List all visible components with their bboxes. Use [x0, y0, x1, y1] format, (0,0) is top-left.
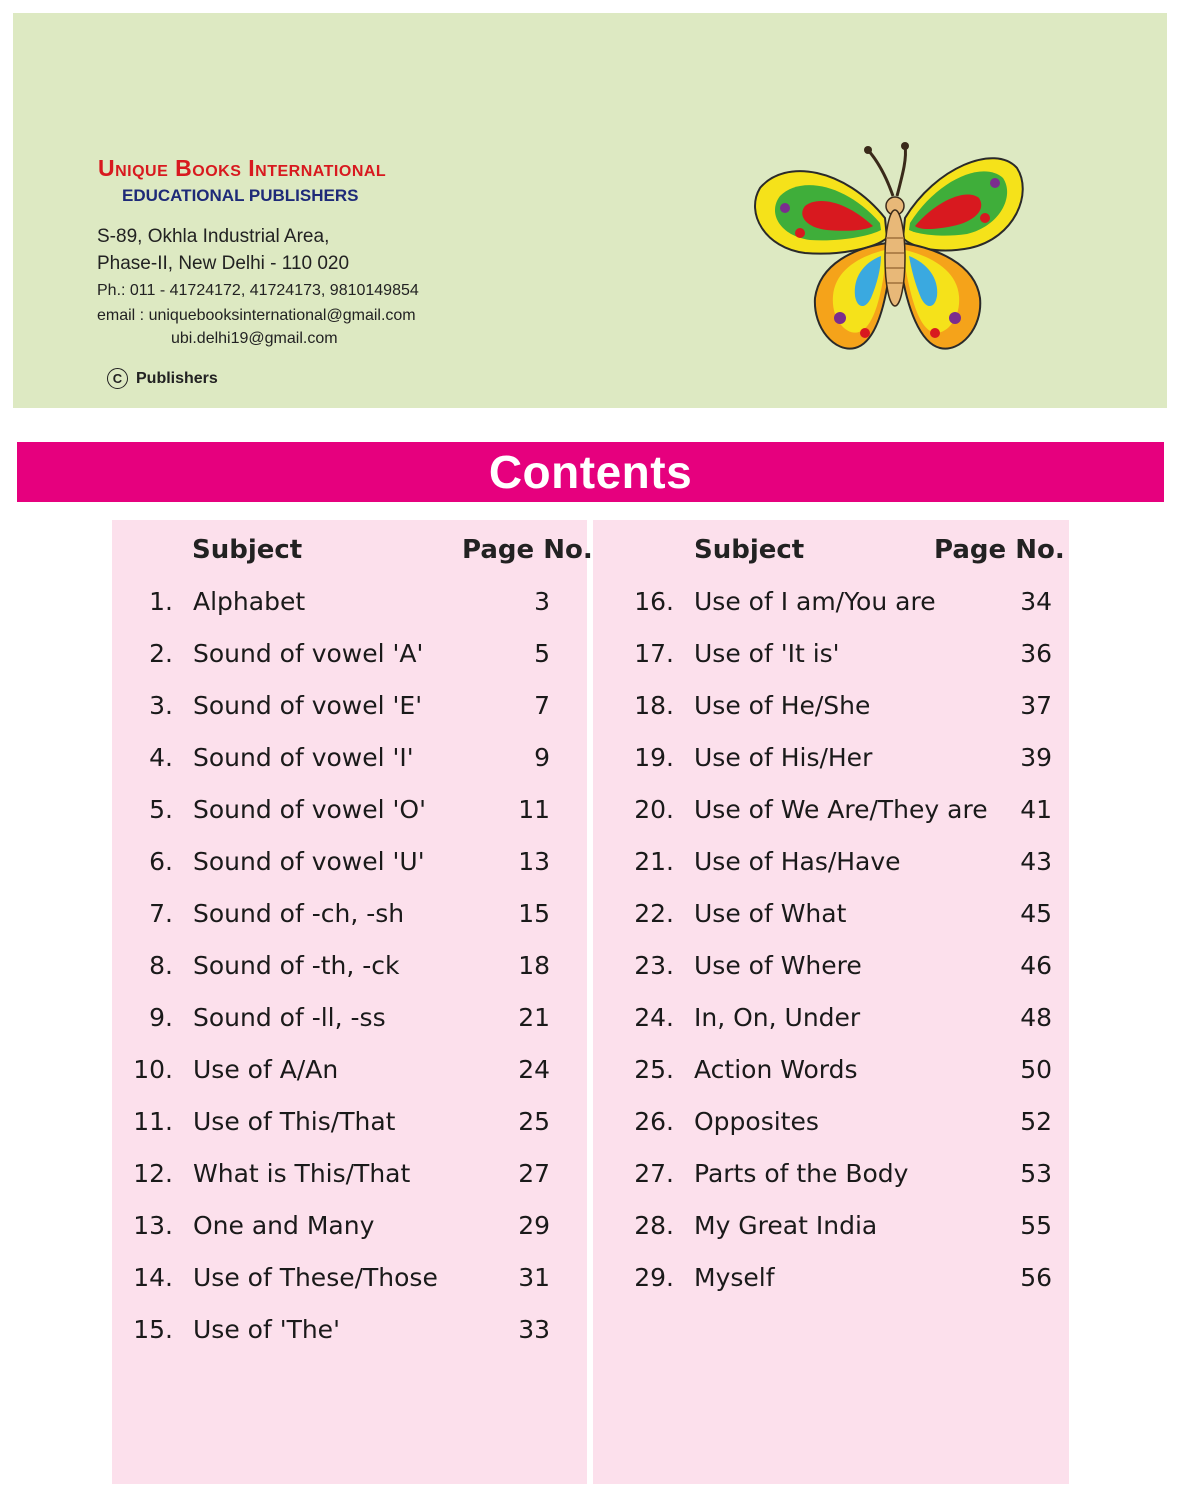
entry-page: 9	[534, 742, 550, 772]
page-header-left: Page No.	[462, 535, 593, 565]
entry-subject: Use of These/Those	[193, 1262, 438, 1292]
copyright-icon: C	[107, 368, 128, 389]
butterfly-icon	[745, 138, 1035, 378]
contents-entry	[619, 1153, 1052, 1193]
entry-subject: Sound of -ll, -ss	[193, 1002, 386, 1032]
entry-page: 27	[518, 1158, 550, 1188]
copyright-text: Publishers	[136, 369, 218, 387]
entry-subject: Use of What	[694, 898, 847, 928]
contents-entry	[118, 633, 550, 673]
entry-page: 45	[1020, 898, 1052, 928]
entry-number: 8.	[149, 950, 173, 980]
publisher-name: Unique Books International	[98, 155, 387, 181]
contents-entry	[118, 685, 550, 725]
entry-subject: In, On, Under	[694, 1002, 861, 1032]
email-secondary: ubi.delhi19@gmail.com	[171, 330, 338, 347]
contents-title-bar	[17, 442, 1164, 502]
entry-number: 3.	[149, 690, 173, 720]
contents-entry	[619, 1049, 1052, 1089]
entry-subject: Sound of -ch, -sh	[193, 898, 405, 928]
entry-number: 18.	[634, 690, 674, 720]
entry-number: 23.	[634, 950, 674, 980]
entry-number: 7.	[149, 898, 173, 928]
entry-subject: Action Words	[694, 1054, 858, 1084]
entry-subject: Parts of the Body	[694, 1158, 909, 1188]
entry-number: 15.	[133, 1314, 173, 1344]
entry-number: 14.	[133, 1262, 173, 1292]
entry-subject: Sound of vowel 'O'	[193, 794, 426, 824]
entry-subject: Use of He/She	[694, 690, 871, 720]
email-primary: email : uniquebooksinternational@gmail.com	[97, 307, 416, 324]
contents-entry	[619, 633, 1052, 673]
contents-entry	[118, 1153, 550, 1193]
contents-entry	[619, 945, 1052, 985]
entry-number: 2.	[149, 638, 173, 668]
entry-number: 4.	[149, 742, 173, 772]
contents-entry	[619, 1205, 1052, 1245]
entry-page: 5	[534, 638, 550, 668]
entry-number: 27.	[634, 1158, 674, 1188]
entry-number: 20.	[634, 794, 674, 824]
contents-entry	[619, 581, 1052, 621]
address-line-1: S-89, Okhla Industrial Area,	[97, 226, 330, 247]
subject-header-right: Subject	[694, 535, 805, 565]
contents-entry	[619, 737, 1052, 777]
entry-page: 39	[1020, 742, 1052, 772]
contents-entry	[118, 1309, 550, 1349]
entry-page: 24	[518, 1054, 550, 1084]
entry-subject: Use of Has/Have	[694, 846, 901, 876]
entry-number: 25.	[634, 1054, 674, 1084]
entry-subject: Sound of -th, -ck	[193, 950, 400, 980]
contents-entry	[118, 841, 550, 881]
entry-page: 11	[518, 794, 550, 824]
entry-number: 12.	[133, 1158, 173, 1188]
entry-number: 17.	[634, 638, 674, 668]
entry-subject: Opposites	[694, 1106, 819, 1136]
entry-subject: Use of 'It is'	[694, 638, 840, 668]
entry-number: 6.	[149, 846, 173, 876]
contents-entry	[619, 893, 1052, 933]
contents-entry	[118, 789, 550, 829]
contents-entry	[619, 789, 1052, 829]
entry-page: 53	[1020, 1158, 1052, 1188]
entry-number: 9.	[149, 1002, 173, 1032]
contents-entry	[619, 685, 1052, 725]
entry-page: 33	[518, 1314, 550, 1344]
entry-subject: Use of A/An	[193, 1054, 339, 1084]
entry-page: 56	[1020, 1262, 1052, 1292]
entry-subject: Alphabet	[193, 586, 306, 616]
entry-subject: Sound of vowel 'E'	[193, 690, 423, 720]
entry-page: 50	[1020, 1054, 1052, 1084]
subject-header-left: Subject	[192, 535, 303, 565]
entry-subject: Sound of vowel 'I'	[193, 742, 414, 772]
entry-number: 5.	[149, 794, 173, 824]
page-header-right: Page No.	[934, 535, 1065, 565]
contents-entry	[118, 1101, 550, 1141]
entry-subject: Use of I am/You are	[694, 586, 936, 616]
entry-page: 29	[518, 1210, 550, 1240]
entry-page: 18	[518, 950, 550, 980]
entry-number: 22.	[634, 898, 674, 928]
contents-entry	[118, 1257, 550, 1297]
contents-entry	[118, 1205, 550, 1245]
entry-page: 37	[1020, 690, 1052, 720]
entry-number: 16.	[634, 586, 674, 616]
contents-entry	[118, 1049, 550, 1089]
contents-entry	[619, 841, 1052, 881]
entry-page: 34	[1020, 586, 1052, 616]
entry-page: 46	[1020, 950, 1052, 980]
entry-page: 15	[518, 898, 550, 928]
contents-entry	[118, 893, 550, 933]
contents-entry	[619, 1257, 1052, 1297]
entry-number: 13.	[133, 1210, 173, 1240]
address-line-2: Phase-II, New Delhi - 110 020	[97, 253, 350, 274]
entry-subject: Use of We Are/They are	[694, 794, 988, 824]
entry-subject: Myself	[694, 1262, 775, 1292]
entry-subject: Use of 'The'	[193, 1314, 340, 1344]
entry-number: 29.	[634, 1262, 674, 1292]
entry-subject: What is This/That	[193, 1158, 411, 1188]
entry-number: 10.	[133, 1054, 173, 1084]
entry-page: 36	[1020, 638, 1052, 668]
contents-entry	[118, 945, 550, 985]
entry-number: 26.	[634, 1106, 674, 1136]
entry-page: 21	[518, 1002, 550, 1032]
phone-numbers: Ph.: 011 - 41724172, 41724173, 9810149854	[97, 282, 419, 299]
entry-number: 28.	[634, 1210, 674, 1240]
entry-page: 25	[518, 1106, 550, 1136]
contents-entry	[118, 581, 550, 621]
entry-subject: Use of This/That	[193, 1106, 396, 1136]
entry-page: 55	[1020, 1210, 1052, 1240]
entry-number: 24.	[634, 1002, 674, 1032]
entry-subject: Sound of vowel 'A'	[193, 638, 424, 668]
entry-subject: One and Many	[193, 1210, 375, 1240]
contents-entry	[118, 737, 550, 777]
entry-number: 19.	[634, 742, 674, 772]
entry-number: 21.	[634, 846, 674, 876]
entry-page: 31	[518, 1262, 550, 1292]
entry-page: 52	[1020, 1106, 1052, 1136]
contents-entry	[619, 997, 1052, 1037]
entry-page: 41	[1020, 794, 1052, 824]
contents-entry	[619, 1101, 1052, 1141]
entry-subject: Sound of vowel 'U'	[193, 846, 425, 876]
publisher-subtitle: EDUCATIONAL PUBLISHERS	[122, 186, 359, 205]
entry-page: 13	[518, 846, 550, 876]
entry-page: 3	[534, 586, 550, 616]
entry-page: 48	[1020, 1002, 1052, 1032]
entry-subject: Use of Where	[694, 950, 862, 980]
entry-subject: Use of His/Her	[694, 742, 873, 772]
copyright-notice	[107, 368, 218, 389]
entry-subject: My Great India	[694, 1210, 878, 1240]
entry-number: 1.	[149, 586, 173, 616]
contents-title: Contents	[488, 446, 693, 498]
entry-page: 7	[534, 690, 550, 720]
contents-entry	[118, 997, 550, 1037]
entry-number: 11.	[133, 1106, 173, 1136]
entry-page: 43	[1020, 846, 1052, 876]
